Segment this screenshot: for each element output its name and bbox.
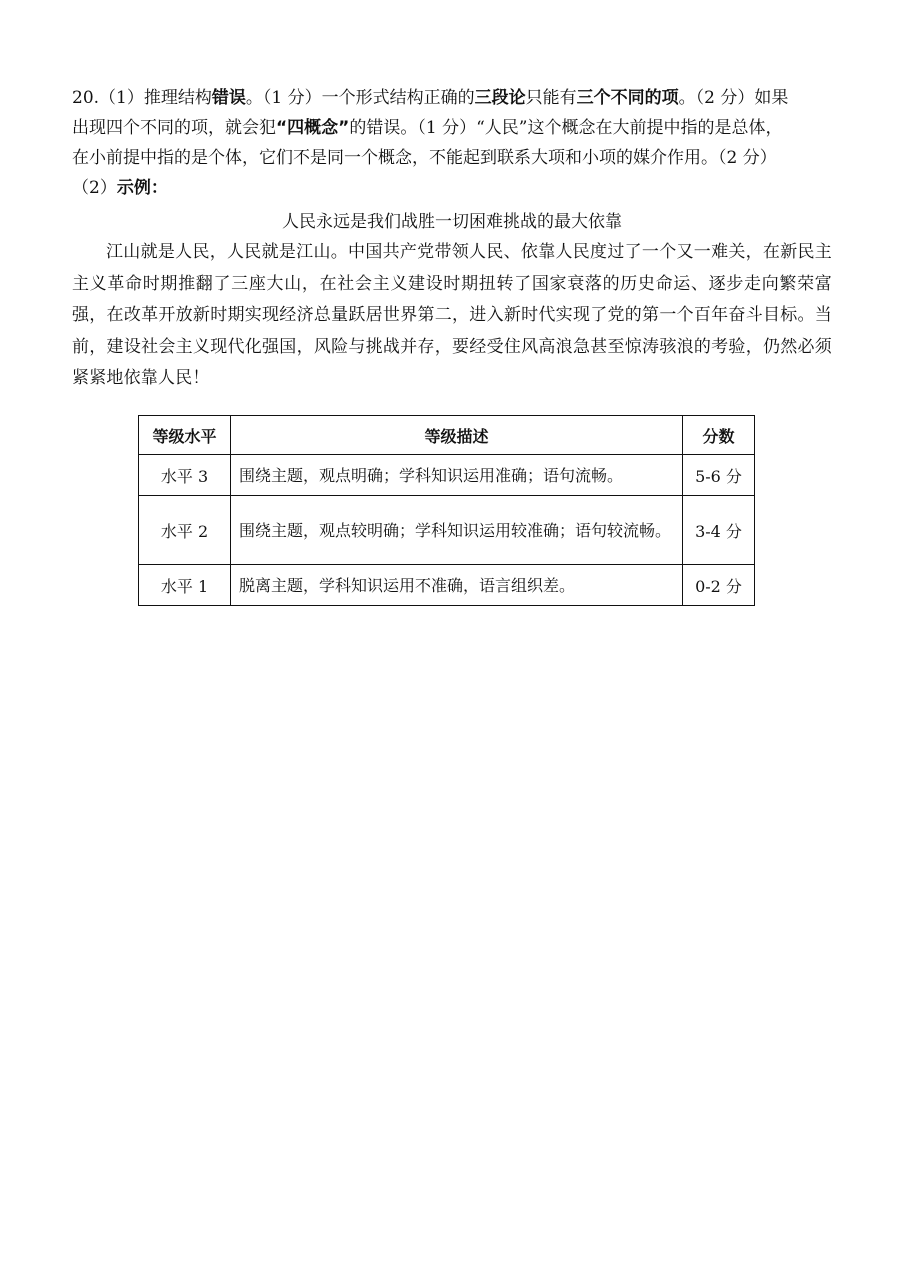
part1-line-3: 在小前提中指的是个体，它们不是同一个概念，不能起到联系大项和小项的媒介作用。（2 分） <box>72 148 777 168</box>
description-cell: 围绕主题，观点明确；学科知识运用准确；语句流畅。 <box>231 455 683 496</box>
part2-label: （2） <box>72 178 117 198</box>
essay-title: 人民永远是我们战胜一切困难挑战的最大依靠 <box>282 212 622 232</box>
part1-label: （1） <box>99 88 144 108</box>
level-cell: 水平 3 <box>139 455 231 496</box>
text-span: 出现四个不同的项，就会犯 <box>72 118 276 138</box>
part1-line-1 <box>72 83 832 113</box>
table-row <box>139 565 755 606</box>
description-cell: 围绕主题，观点较明确；学科知识运用较准确；语句较流畅。 <box>231 496 683 565</box>
part2-heading <box>72 173 832 203</box>
table-row <box>139 496 755 565</box>
bold-keyword: 错误 <box>211 88 246 108</box>
description-cell: 脱离主题，学科知识运用不准确，语言组织差。 <box>231 565 683 606</box>
bold-keyword: 三个不同的项 <box>576 88 679 108</box>
text-span: 的错误。（1 分）“人民”这个概念在大前提中指的是总体， <box>349 118 783 138</box>
text-span: 。（2 分）如果 <box>678 88 789 108</box>
part1-line-2 <box>72 113 832 143</box>
answer-content <box>72 83 832 395</box>
example-heading: 示例： <box>116 178 168 198</box>
text-span: 只能有 <box>525 88 577 108</box>
level-cell: 水平 1 <box>139 565 231 606</box>
table-header-row <box>139 416 755 455</box>
header-level: 等级水平 <box>139 416 231 455</box>
text-span: 。（1 分）一个形式结构正确的 <box>245 88 475 108</box>
question-number: 20. <box>72 88 100 108</box>
header-score: 分数 <box>683 416 755 455</box>
scoring-rubric-table <box>138 415 755 606</box>
score-cell: 0-2 分 <box>683 565 755 606</box>
header-description: 等级描述 <box>231 416 683 455</box>
essay-body: 江山就是人民，人民就是江山。中国共产党带领人民、依靠人民度过了一个又一难关，在新民主主义革命时期推翻了三座大山，在社会主义建设时期扭转了国家衰落的历史命运、逐步走向繁荣富强，在改革开放新时期实现经济总量跃居世界第二，进入新时代实现了党的第一个百年奋斗目标。当前，建设社会主义现代化强国，风险与挑战并存，要经受住风高浪急甚至惊涛骇浪的考验，仍然必须紧紧地依靠人民！ <box>72 242 832 388</box>
table-row <box>139 455 755 496</box>
text-span: 推理结构 <box>143 88 212 108</box>
score-cell: 5-6 分 <box>683 455 755 496</box>
level-cell: 水平 2 <box>139 496 231 565</box>
bold-keyword: “四概念” <box>276 118 350 138</box>
bold-keyword: 三段论 <box>474 88 526 108</box>
score-cell: 3-4 分 <box>683 496 755 565</box>
